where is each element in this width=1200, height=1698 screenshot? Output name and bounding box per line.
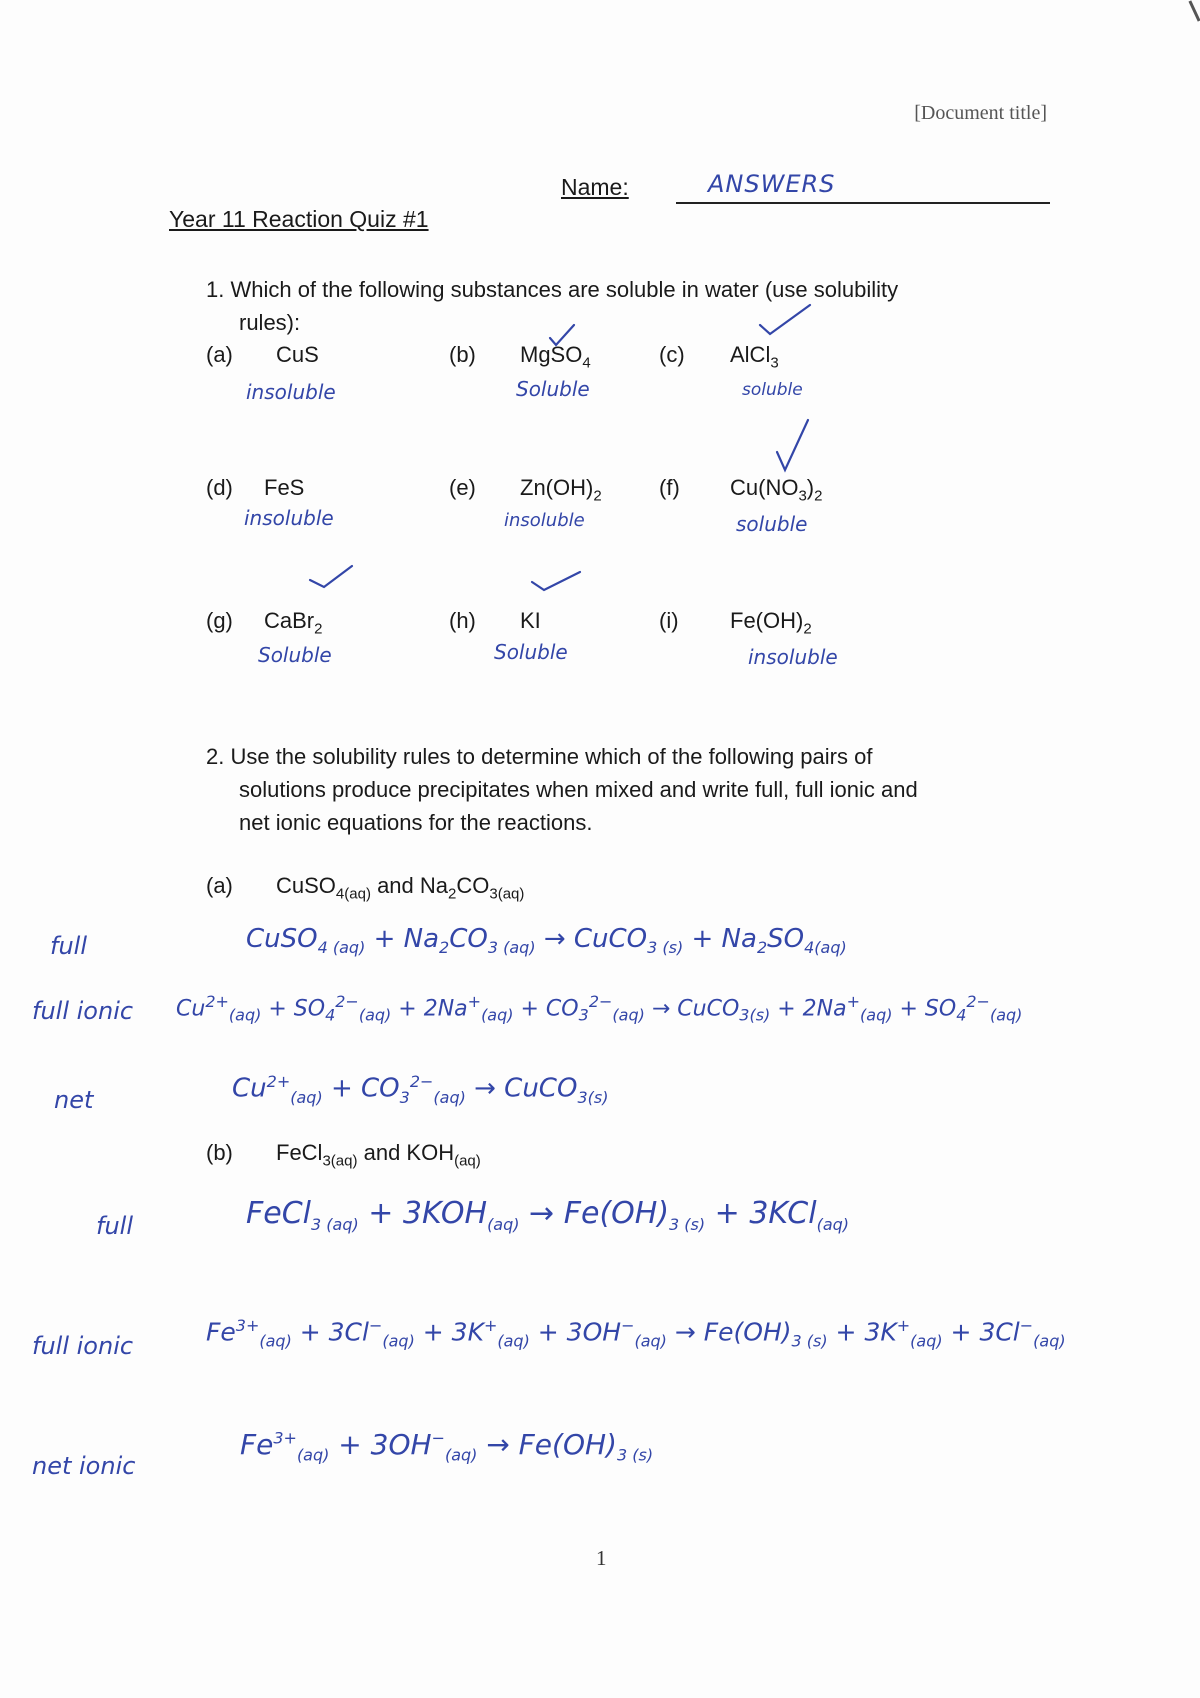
q2-a-full-label: full: [50, 932, 87, 960]
q2-a-reactants: CuSO$_{4(aq)}$ and $Na_2CO_{3(aq)}$: [276, 873, 525, 903]
q2-a-ionic-label: full ionic: [32, 997, 134, 1025]
q2-text-line3: net ionic equations for the reactions.: [239, 810, 593, 835]
q1-b-answer: Soluble: [516, 377, 590, 401]
q2-text-line1: 2. Use the solubility rules to determine which of the following pairs of: [206, 744, 873, 769]
q1-g-formula: CaBr$_2$: [264, 608, 323, 638]
q2-text-line2: solutions produce precipitates when mixed and write full, full ionic and: [239, 777, 918, 802]
q1-g-letter: (g): [206, 608, 233, 633]
quiz-title: Year 11 Reaction Quiz #1: [169, 206, 429, 232]
q1-h-letter: (h): [449, 608, 476, 633]
q1-d-answer: insoluble: [244, 506, 334, 530]
q1-b-formula: MgSO$_4$: [520, 342, 591, 372]
q1-e-letter: (e): [449, 475, 476, 500]
q1-c-answer: soluble: [742, 380, 803, 400]
page-number: 1: [596, 1546, 607, 1570]
q1-h-answer: Soluble: [494, 640, 568, 664]
q1-i-answer: insoluble: [748, 645, 838, 669]
q1-e-formula: $Zn(OH)_2$: [520, 475, 602, 505]
q2-a-net-label: net: [54, 1086, 94, 1114]
q1-i-formula: $Fe(OH)_2$: [730, 608, 812, 638]
tick-mark-f: [777, 420, 808, 470]
q2-b-reactants: FeCl$_{3(aq)}$ and $KOH_{(aq)}$: [276, 1140, 481, 1170]
q2-b-net-label: net ionic: [32, 1452, 136, 1480]
q1-f-letter: (f): [659, 475, 680, 500]
q1-g-answer: Soluble: [258, 643, 332, 667]
q1-text-line1: 1. Which of the following substances are soluble in water (use solubility: [206, 277, 899, 302]
q1-text-line2: rules):: [239, 310, 301, 335]
q1-h-formula: KI: [520, 608, 541, 633]
tick-mark-h: [532, 572, 580, 590]
q2-b-ionic-equation: $Fe^{3+}_{(aq)} + 3Cl^-_{(aq)} + 3K^+_{(aq)} + 3OH^-_{(aq)} \to Fe(OH)_{3 (s)} + 3K^+_{(aq)} + 3Cl^-_{(aq)}$: [206, 1316, 1066, 1351]
q2-a-letter: (a): [206, 873, 233, 898]
q2-b-full-label: full: [96, 1212, 133, 1240]
q1-a-formula: CuS: [276, 342, 319, 367]
q1-c-formula: AlCl$_3$: [730, 342, 779, 372]
q1-a-answer: insoluble: [246, 380, 336, 404]
q1-f-answer: soluble: [736, 512, 808, 536]
q2-b-net-equation: $Fe^{3+}_{(aq)} + 3OH^-_{(aq)} \to Fe(OH)_{3 (s)}$: [240, 1428, 654, 1465]
name-label: Name:: [561, 174, 629, 200]
q1-i-letter: (i): [659, 608, 679, 633]
q1-f-formula: $Cu(NO_3)_2$: [730, 475, 823, 505]
q2-a-ionic-equation: $Cu^{2+}_{(aq)} + SO_4^{2-}_{(aq)} + 2Na^+_{(aq)} + CO_3^{2-}_{(aq)}$ → CuCO$_{3(s)}$ + $2Na^+_{(aq)} + SO_4^{2-}_{(aq)}$: [176, 992, 1023, 1025]
q1-c-letter: (c): [659, 342, 685, 367]
q2-b-ionic-label: full ionic: [32, 1332, 134, 1360]
tick-mark-c: [760, 305, 810, 334]
q1-e-answer: insoluble: [504, 510, 585, 531]
tick-mark-g: [310, 566, 352, 587]
q1-d-formula: FeS: [264, 475, 305, 500]
q2-a-full-equation: CuSO$_{4 (aq)}$ + $Na_2CO_{3 (aq)}$ → CuCO$_{3 (s)}$ + $Na_2SO_{4(aq)}$: [246, 924, 847, 958]
q2-a-net-equation: $Cu^{2+}_{(aq)} + CO_3^{2-}_{(aq)}$ → CuCO$_{3(s)}$: [232, 1072, 609, 1107]
q2-b-letter: (b): [206, 1140, 233, 1165]
q1-a-letter: (a): [206, 342, 233, 367]
name-value: ANSWERS: [708, 170, 836, 198]
q1-d-letter: (d): [206, 475, 233, 500]
q1-b-letter: (b): [449, 342, 476, 367]
document-title: [Document title]: [914, 102, 1047, 124]
tick-mark-b: [550, 325, 574, 345]
q2-b-full-equation: FeCl$_{3 (aq)}$ + $3KOH_{(aq)} \to Fe(OH)_{3 (s)} + 3KCl_{(aq)}$: [246, 1196, 850, 1234]
